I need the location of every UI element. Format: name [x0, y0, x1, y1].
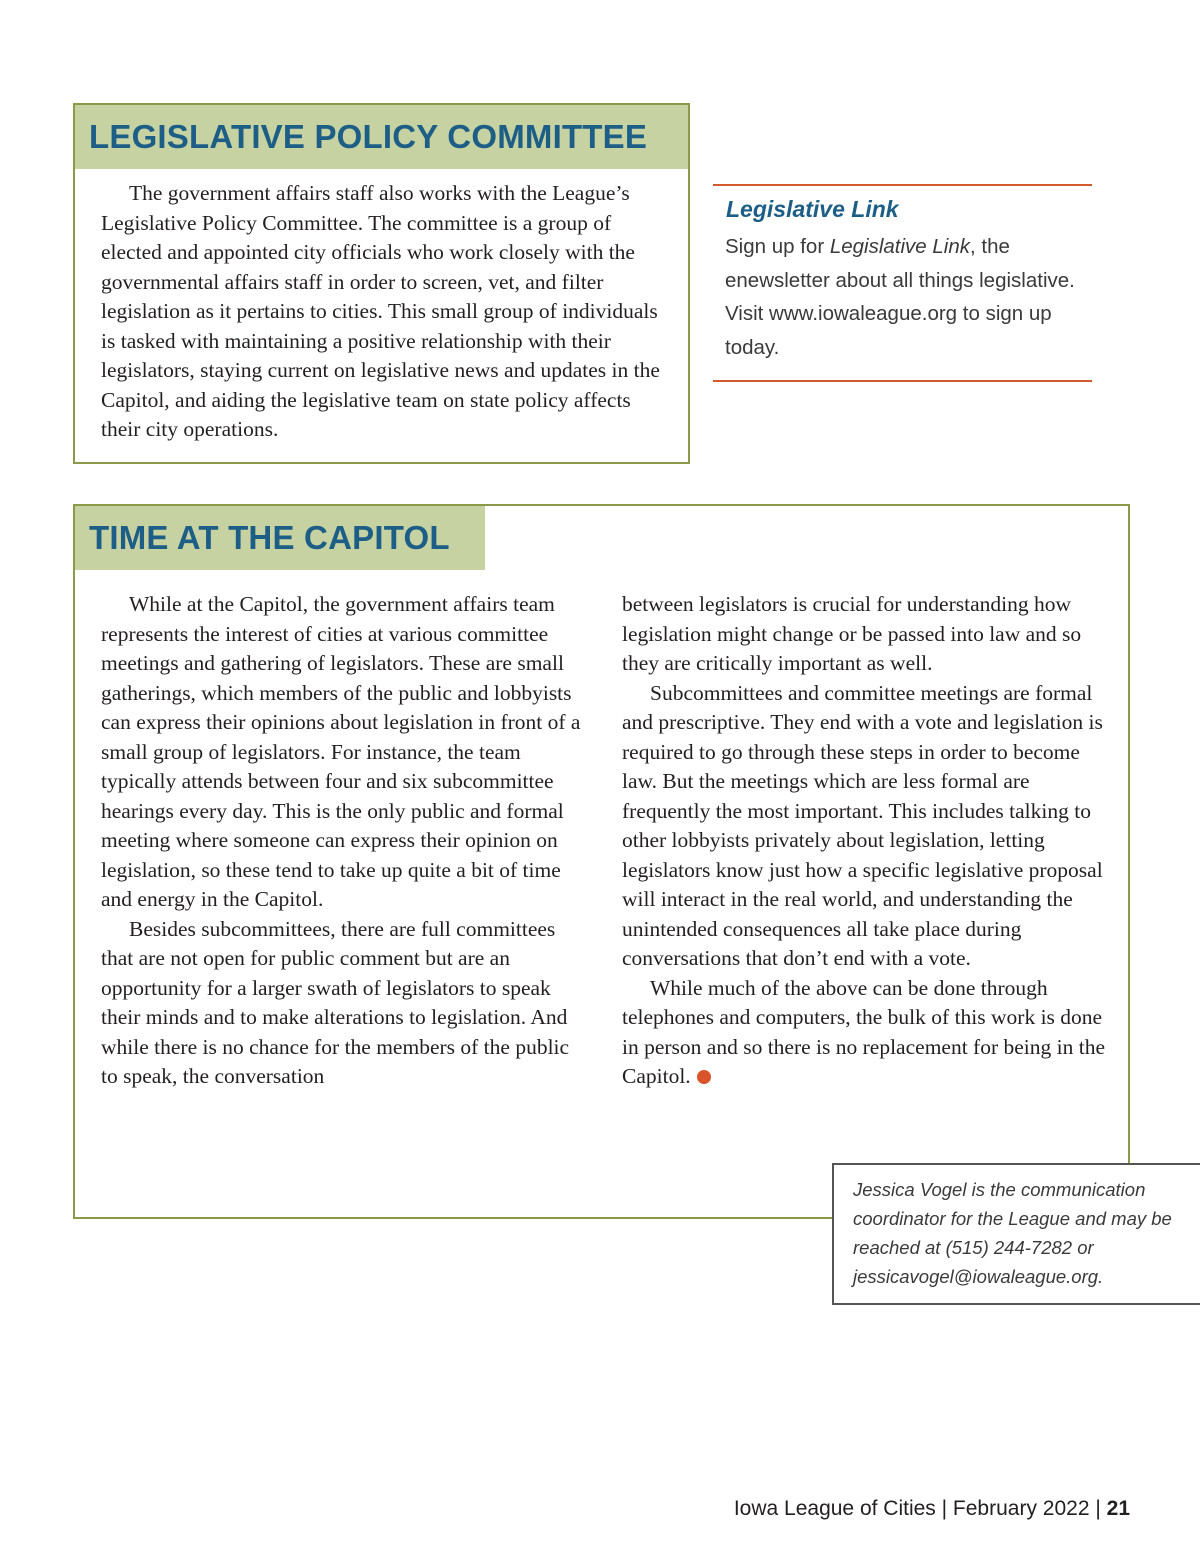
time-at-capitol-section [73, 504, 1130, 1219]
footer-publication: Iowa League of Cities | February 2022 | [733, 1497, 1107, 1520]
legislative-link-callout [713, 184, 1092, 382]
callout-text-prefix: Sign up for [725, 235, 830, 258]
callout-text-italic: Legislative Link [829, 235, 971, 258]
section-heading: TIME AT THE CAPITOL [75, 506, 485, 570]
callout-text [725, 230, 1085, 364]
column-right [622, 590, 1112, 1092]
page-footer [734, 1497, 1130, 1521]
callout-text-suffix: , the enewsletter about all things legislative. Visit www.iowaleague.org to sign up today. [725, 235, 1075, 359]
author-bio: Jessica Vogel is the communication coordinator for the League and may be reached at (515) 244-7282 or jessicavogel@iowaleague.org. [832, 1163, 1200, 1305]
callout-title: Legislative Link [726, 196, 899, 222]
legislative-policy-section [73, 103, 690, 464]
section-body [101, 179, 667, 445]
page-number: 21 [1106, 1497, 1130, 1520]
paragraph: Besides subcommittees, there are full committees that are not open for public comment but are an opportunity for a larger swath of legislators to speak their minds and to make alterations to legislation. And while there is no chance for the members of the public to speak, the conversation [101, 916, 570, 1088]
paragraph: While at the Capitol, the government affairs team represents the interest of cities at various committee meetings and gathering of legislators. These are small gatherings, which members of the public and lobbyists can express their opinions about legislation in front of a small group of legislators. For instance, the team typically attends between four and six subcommittee hearings every day. This is the only public and formal meeting where someone can express their opinion on legislation, so these tend to take up quite a bit of time and energy in the Capitol. [101, 592, 581, 911]
paragraph: between legislators is crucial for understanding how legislation might change or be passed into law and so they are critically important as well. [622, 592, 1082, 675]
paragraph-text: While much of the above can be done through telephones and computers, the bulk of this work is done in person and so there is no replacement for being in the Capitol. [622, 975, 1106, 1088]
end-mark-icon [697, 1070, 711, 1084]
paragraph: Subcommittees and committee meetings are formal and prescriptive. They end with a vote and legislation is required to go through these steps in order to become law. But the meetings which are less formal are frequently the most important. This includes talking to other lobbyists privately about legislation, letting legislators know just how a specific legislative proposal will interact in the real world, and understanding the unintended consequences all take place during conversations that don’t end with a vote. [622, 680, 1103, 970]
paragraph-last [622, 974, 1112, 1092]
paragraph: The government affairs staff also works with the League’s Legislative Policy Committee. The committee is a group of elected and appointed city officials who work closely with the governmental affairs staff in order to screen, vet, and filter legislation as it pertains to cities. This small group of individuals is tasked with maintaining a positive relationship with their legislators, staying current on legislative news and updates in the Capitol, and aiding the legislative team on state policy affects their city operations. [101, 181, 660, 441]
section-heading: LEGISLATIVE POLICY COMMITTEE [75, 105, 688, 169]
column-left [101, 590, 591, 1092]
